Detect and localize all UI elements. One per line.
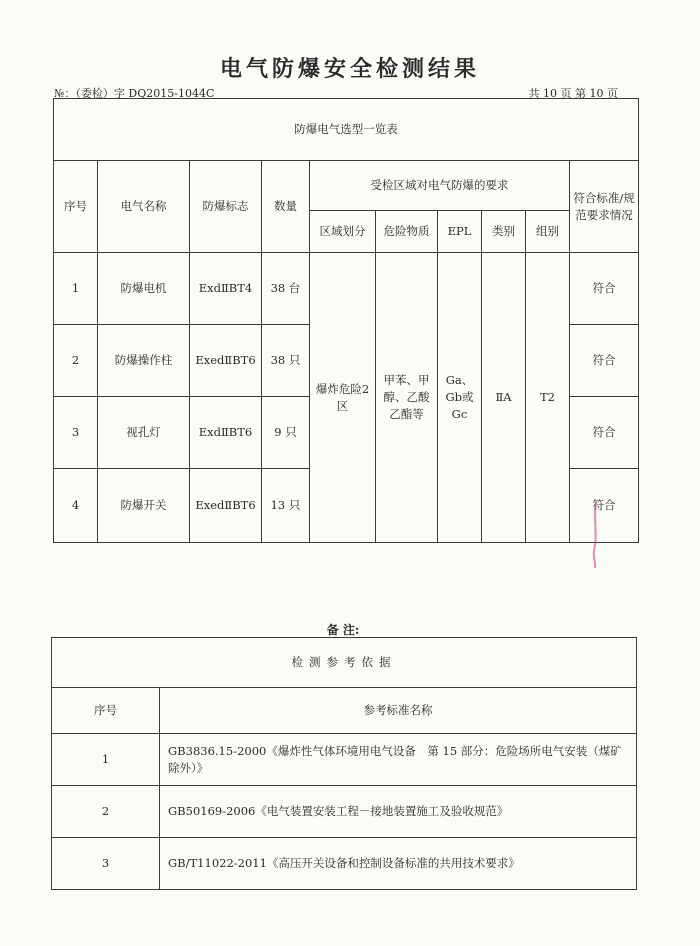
reference-table xyxy=(51,637,637,890)
table-row xyxy=(52,734,637,786)
header-category: 类别 xyxy=(482,211,526,253)
shared-substance: 甲苯、甲醇、乙酸乙酯等 xyxy=(376,253,438,543)
selection-table xyxy=(53,98,639,543)
row-seq: 3 xyxy=(54,397,98,469)
row-mark: ExdⅡBT6 xyxy=(190,397,262,469)
row-qty: 13 只 xyxy=(262,469,310,543)
ref-row-seq: 3 xyxy=(52,838,160,890)
row-conform: 符合 xyxy=(570,397,639,469)
row-name: 防爆电机 xyxy=(98,253,190,325)
table-row xyxy=(54,253,639,325)
table-row xyxy=(52,786,637,838)
row-mark: ExedⅡBT6 xyxy=(190,469,262,543)
row-seq: 4 xyxy=(54,469,98,543)
header-name: 电气名称 xyxy=(98,161,190,253)
header-qty: 数量 xyxy=(262,161,310,253)
shared-zone: 爆炸危险2区 xyxy=(310,253,376,543)
row-name: 防爆操作柱 xyxy=(98,325,190,397)
ref-row-name: GB3836.15-2000《爆炸性气体环境用电气设备 第 15 部分：危险场所电气安装（煤矿除外）》 xyxy=(160,734,637,786)
row-seq: 1 xyxy=(54,253,98,325)
ref-row-seq: 2 xyxy=(52,786,160,838)
row-mark: ExdⅡBT4 xyxy=(190,253,262,325)
ref-header-seq: 序号 xyxy=(52,688,160,734)
ref-row-name: GB/T11022-2011《高压开关设备和控制设备标准的共用技术要求》 xyxy=(160,838,637,890)
shared-epl: Ga、Gb或Gc xyxy=(438,253,482,543)
row-qty: 9 只 xyxy=(262,397,310,469)
row-mark: ExedⅡBT6 xyxy=(190,325,262,397)
row-name: 视孔灯 xyxy=(98,397,190,469)
row-seq: 2 xyxy=(54,325,98,397)
document-number: №：（委检）字 DQ2015-1044C xyxy=(54,87,215,100)
header-zone: 区域划分 xyxy=(310,211,376,253)
row-conform: 符合 xyxy=(570,325,639,397)
header-group: 组别 xyxy=(526,211,570,253)
header-conform: 符合标准/规范要求情况 xyxy=(570,161,639,253)
row-qty: 38 只 xyxy=(262,325,310,397)
row-conform: 符合 xyxy=(570,469,639,543)
ref-row-name: GB50169-2006《电气装置安装工程－接地装置施工及验收规范》 xyxy=(160,786,637,838)
selection-table-caption: 防爆电气选型一览表 xyxy=(54,99,639,161)
ref-header-name: 参考标准名称 xyxy=(160,688,637,734)
reference-table-caption: 检测参考依据 xyxy=(52,638,637,688)
ref-row-seq: 1 xyxy=(52,734,160,786)
report-title: 电气防爆安全检测结果 xyxy=(219,56,480,82)
header-seq: 序号 xyxy=(54,161,98,253)
header-requirements: 受检区域对电气防爆的要求 xyxy=(310,161,570,211)
shared-category: ⅡA xyxy=(482,253,526,543)
remarks-label: 备 注: xyxy=(326,623,360,637)
page-info: 共 10 页 第 10 页 xyxy=(528,87,618,100)
row-name: 防爆开关 xyxy=(98,469,190,543)
header-epl: EPL xyxy=(438,211,482,253)
row-qty: 38 台 xyxy=(262,253,310,325)
row-conform: 符合 xyxy=(570,253,639,325)
shared-group: T2 xyxy=(526,253,570,543)
header-substance: 危险物质 xyxy=(376,211,438,253)
table-row xyxy=(52,838,637,890)
header-mark: 防爆标志 xyxy=(190,161,262,253)
